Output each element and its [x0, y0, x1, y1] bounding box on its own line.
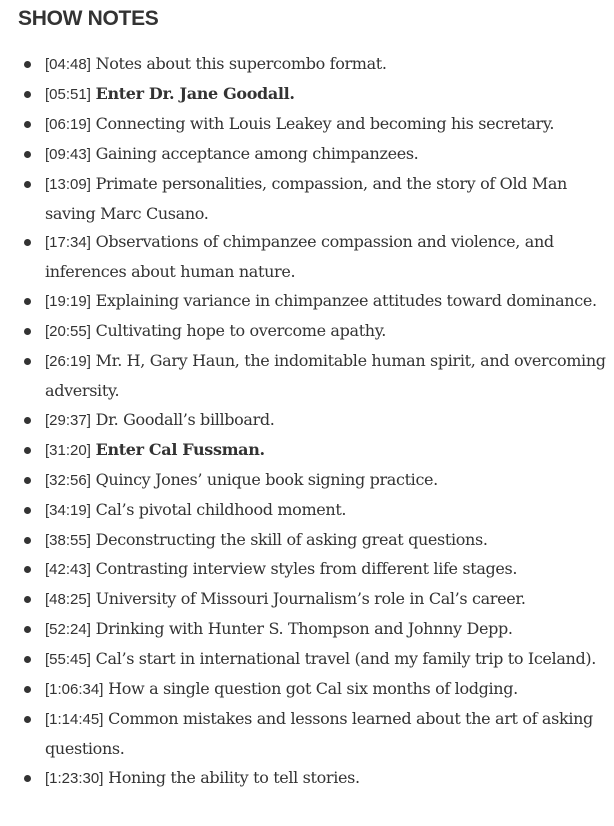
- bullet-icon: [24, 566, 31, 573]
- show-note-item: [0, 317, 614, 347]
- note-text: University of Missouri Journalism’s role in Cal’s career.: [95, 589, 526, 609]
- timestamp: [17:34]: [45, 234, 91, 252]
- timestamp: [55:45]: [45, 651, 91, 669]
- note-text: Deconstructing the skill of asking great questions.: [95, 529, 488, 549]
- show-note-item: [0, 705, 614, 764]
- bullet-icon: [24, 328, 31, 335]
- bullet-icon: [24, 596, 31, 603]
- bullet-icon: [24, 477, 31, 484]
- bullet-icon: [24, 298, 31, 305]
- note-text: Drinking with Hunter S. Thompson and Johnny Depp.: [95, 619, 513, 639]
- note-text: Cal’s pivotal childhood moment.: [95, 499, 347, 519]
- timestamp: [34:19]: [45, 501, 91, 519]
- timestamp: [19:19]: [45, 293, 91, 311]
- bullet-icon: [24, 716, 31, 723]
- timestamp: [42:43]: [45, 561, 91, 579]
- timestamp: [48:25]: [45, 591, 91, 609]
- show-note-item: [0, 645, 614, 675]
- timestamp: [32:56]: [45, 471, 91, 489]
- show-note-item: [0, 287, 614, 317]
- bullet-icon: [24, 417, 31, 424]
- note-text: Explaining variance in chimpanzee attitudes toward dominance.: [95, 291, 597, 311]
- note-text: Gaining acceptance among chimpanzees.: [95, 143, 419, 163]
- bullet-icon: [24, 626, 31, 633]
- show-note-item: [0, 585, 614, 615]
- timestamp: [1:06:34]: [45, 681, 104, 699]
- show-note-item: [0, 555, 614, 585]
- note-text: Cultivating hope to overcome apathy.: [95, 321, 387, 341]
- timestamp: [26:19]: [45, 353, 91, 371]
- show-note-item: [0, 615, 614, 645]
- note-text: Connecting with Louis Leakey and becoming his secretary.: [95, 113, 555, 133]
- timestamp: [05:51]: [45, 85, 91, 103]
- bullet-icon: [24, 775, 31, 782]
- show-note-item: [0, 170, 614, 229]
- note-text: Contrasting interview styles from different life stages.: [95, 559, 518, 579]
- timestamp: [1:14:45]: [45, 710, 104, 728]
- show-note-item: [0, 764, 614, 794]
- timestamp: [29:37]: [45, 411, 91, 429]
- bullet-icon: [24, 507, 31, 514]
- show-notes-list: [0, 50, 614, 794]
- note-text: Dr. Goodall’s billboard.: [95, 409, 275, 429]
- show-note-item: [0, 140, 614, 170]
- show-note-item: [0, 436, 614, 466]
- note-text: Enter Cal Fussman.: [95, 439, 265, 459]
- bullet-icon: [24, 656, 31, 663]
- bullet-icon: [24, 91, 31, 98]
- show-note-item: [0, 496, 614, 526]
- timestamp: [09:43]: [45, 145, 91, 163]
- show-note-item: [0, 466, 614, 496]
- bullet-icon: [24, 686, 31, 693]
- bullet-icon: [24, 121, 31, 128]
- note-text: Mr. H, Gary Haun, the indomitable human spirit, and overcoming adversity.: [45, 351, 606, 400]
- show-note-item: [0, 406, 614, 436]
- note-text: Cal’s start in international travel (and my family trip to Iceland).: [95, 649, 596, 669]
- timestamp: [04:48]: [45, 56, 91, 73]
- show-note-item: [0, 228, 614, 287]
- timestamp: [20:55]: [45, 323, 91, 341]
- show-note-item: [0, 110, 614, 140]
- bullet-icon: [24, 239, 31, 246]
- note-text: Primate personalities, compassion, and the story of Old Man saving Marc Cusano.: [45, 173, 568, 223]
- timestamp: [13:09]: [45, 175, 91, 193]
- show-note-item: [0, 675, 614, 705]
- timestamp: [52:24]: [45, 621, 91, 639]
- bullet-icon: [24, 447, 31, 454]
- bullet-icon: [24, 181, 31, 188]
- show-note-item: [0, 347, 614, 406]
- show-note-item: [0, 80, 614, 110]
- note-text: Observations of chimpanzee compassion and violence, and inferences about human nature.: [45, 232, 554, 282]
- note-text: Honing the ability to tell stories.: [108, 767, 360, 787]
- show-notes-heading: SHOW NOTES: [18, 7, 159, 30]
- note-text: Quincy Jones’ unique book signing practice.: [95, 469, 438, 489]
- bullet-icon: [24, 151, 31, 158]
- note-text: Common mistakes and lessons learned about the art of asking questions.: [45, 708, 593, 758]
- show-note-item: [0, 526, 614, 556]
- bullet-icon: [24, 358, 31, 365]
- show-note-item: [0, 50, 614, 80]
- note-text: How a single question got Cal six months of lodging.: [108, 679, 518, 699]
- note-text: Notes about this supercombo format.: [95, 54, 387, 73]
- timestamp: [1:23:30]: [45, 769, 104, 787]
- note-text: Enter Dr. Jane Goodall.: [95, 83, 295, 103]
- timestamp: [38:55]: [45, 531, 91, 549]
- bullet-icon: [24, 537, 31, 544]
- timestamp: [31:20]: [45, 441, 91, 459]
- bullet-icon: [24, 61, 31, 68]
- timestamp: [06:19]: [45, 115, 91, 133]
